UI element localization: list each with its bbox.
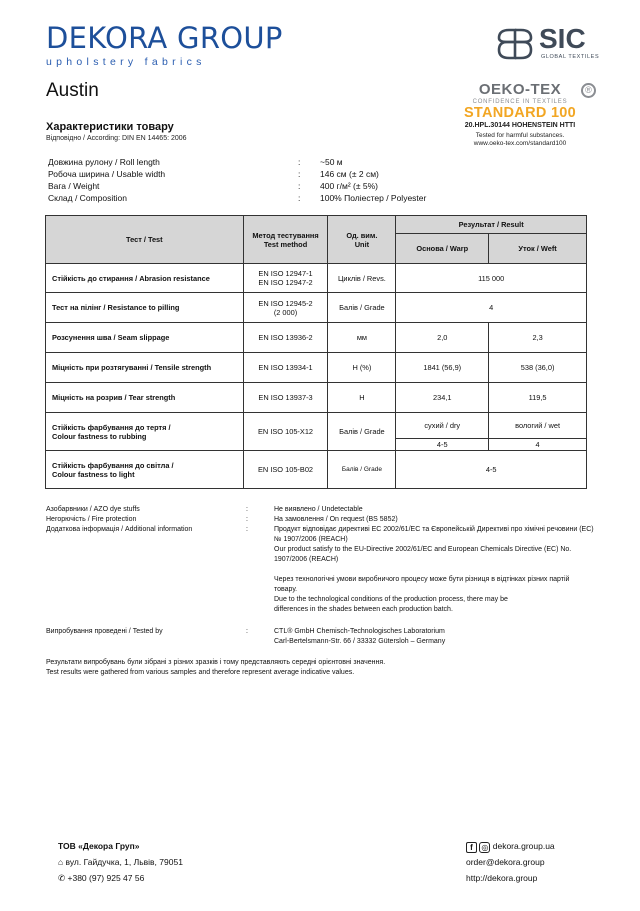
phone: +380 (97) 925 47 56 [67, 873, 145, 883]
disclaimer-ua: Результати випробувань були зібрані з різних зразків і тому представляють середні орієнтовні значення. [46, 659, 386, 666]
info-text-ua: Продукт відповідає директиві ЕС 2002/61/ЕС та Європейській Директиві про хімічні речовини (ЕС) № 1907/2006 (REACH) [274, 526, 594, 543]
brand-name: DEKORA GROUP [46, 21, 283, 55]
test-method: EN ISO 12945-2 (2 000) [243, 293, 328, 323]
info-text-shade-en: Due to the technological conditions of the production process, there may be differences in the shades between each production batch. [274, 596, 508, 613]
brand-logo [46, 22, 286, 68]
tested-address: Carl-Bertelsmann-Str. 66 / 33332 Gütersloh – Germany [274, 638, 446, 645]
home-icon: ⌂ [58, 857, 64, 867]
table-row [46, 353, 587, 383]
footer-contacts [58, 838, 183, 886]
property-colon: : [298, 193, 301, 203]
table-row [46, 451, 587, 489]
address: вул. Гайдучка, 1, Львів, 79051 [65, 857, 183, 867]
note-row [46, 627, 596, 647]
facebook-icon[interactable]: f [466, 842, 477, 853]
info-text-en: Our product satisfy to the EU-Directive 2002/61/EC and European Chemicals Directive (EC) No. 1907/2006 (REACH) [274, 546, 572, 563]
property-colon: : [298, 169, 301, 179]
oeko-tex-tested: Tested for harmful substances. [475, 132, 565, 139]
additional-notes [46, 505, 596, 647]
test-name: Міцність на розрив / Tear strength [46, 383, 244, 413]
test-result-weft: 4 [489, 439, 587, 451]
sic-name: SIC [539, 23, 586, 54]
property-row [48, 180, 488, 192]
test-result-warp: 4-5 [396, 439, 489, 451]
test-method: EN ISO 105-X12 [243, 413, 328, 451]
test-result-weft: 2,3 [489, 323, 587, 353]
footer-links [466, 838, 555, 886]
note-label: Азобарвники / AZO dye stuffs [46, 506, 140, 513]
test-result-warp: 234,1 [396, 383, 489, 413]
instagram-icon[interactable]: ◎ [479, 842, 490, 853]
property-value: 400 г/м² (± 5%) [320, 181, 379, 191]
oeko-tex-label [440, 82, 600, 154]
header-unit: Од. вим. Unit [328, 216, 396, 264]
note-value: Не виявлено / Undetectable [274, 506, 363, 513]
email-link[interactable]: order@dekora.group [466, 857, 545, 867]
test-method: EN ISO 13934-1 [243, 353, 328, 383]
property-label: Довжина рулону / Roll length [48, 157, 160, 167]
test-method: EN ISO 13937-3 [243, 383, 328, 413]
oeko-tex-confidence: CONFIDENCE IN TEXTILES [472, 99, 568, 105]
note-value: На замовлення / On request (BS 5852) [274, 516, 398, 523]
note-label: Випробування проведені / Tested by [46, 628, 163, 635]
test-unit: мм [328, 323, 396, 353]
test-result-warp: 2,0 [396, 323, 489, 353]
address-line [58, 854, 183, 870]
note-row [46, 505, 596, 515]
test-unit: Н (%) [328, 353, 396, 383]
test-name: Стійкість фарбування до світла / Colour fastness to light [46, 451, 244, 489]
note-label: Негорючість / Fire protection [46, 516, 137, 523]
test-result-weft: 538 (36,0) [489, 353, 587, 383]
social-line [466, 838, 555, 854]
test-name: Стійкість фарбування до тертя / Colour fastness to rubbing [46, 413, 244, 451]
oeko-tex-code: 20.HPL.30144 HOHENSTEIN HTTI [464, 122, 576, 129]
test-unit: Циклів / Revs. [328, 264, 396, 293]
table-row [46, 323, 587, 353]
social-handle[interactable]: dekora.group.ua [492, 841, 555, 851]
brand-tagline: upholstery fabrics [46, 56, 206, 68]
result-wet-label: вологий / wet [489, 413, 587, 439]
property-colon: : [298, 181, 301, 191]
note-row [46, 515, 596, 525]
header-result: Результат / Result [396, 216, 587, 234]
table-row [46, 413, 587, 439]
test-unit: Балів / Grade [328, 451, 396, 489]
info-text-shade-ua: Через технологічні умови виробничого процесу може бути різниця в відтінках різних партій товару. [274, 576, 570, 593]
disclaimer [46, 658, 385, 678]
property-row [48, 192, 488, 204]
test-result-weft: 119,5 [489, 383, 587, 413]
test-result: 115 000 [396, 264, 587, 293]
sic-emblem-icon [493, 22, 537, 66]
product-properties [48, 156, 488, 204]
test-name: Міцність при розтягуванні / Tensile strength [46, 353, 244, 383]
header-method: Метод тестування Test method [243, 216, 328, 264]
sic-subtitle: GLOBAL TEXTILES [541, 54, 600, 60]
test-method: EN ISO 13936-2 [243, 323, 328, 353]
oeko-tex-url: www.oeko-tex.com/standard100 [473, 140, 567, 147]
test-name: Розсунення шва / Seam slippage [46, 323, 244, 353]
test-result: 4-5 [396, 451, 587, 489]
test-name: Тест на пілінг / Resistance to pilling [46, 293, 244, 323]
note-colon: : [246, 526, 248, 533]
test-unit: Балів / Grade [328, 293, 396, 323]
property-row [48, 156, 488, 168]
spec-heading: Характеристики товару [46, 121, 174, 133]
test-result: 4 [396, 293, 587, 323]
disclaimer-en: Test results were gathered from various samples and therefore represent average indicative values. [46, 669, 355, 676]
oeko-tex-title: OEKO-TEX [478, 81, 562, 98]
tested-lab: CTL® GmbH Chemisch-Technologisches Laboratorium [274, 628, 445, 635]
test-name: Стійкість до стирання / Abrasion resistance [46, 264, 244, 293]
sic-logo [493, 22, 603, 68]
note-row [46, 525, 596, 615]
note-value [274, 627, 596, 647]
website-link[interactable]: http://dekora.group [466, 873, 538, 883]
note-colon: : [246, 506, 248, 513]
property-value: 100% Поліестер / Polyester [320, 193, 427, 203]
test-method: EN ISO 105-B02 [243, 451, 328, 489]
header-weft: Уток / Weft [489, 234, 587, 264]
phone-icon: ✆ [58, 873, 66, 883]
property-label: Склад / Composition [48, 193, 127, 203]
table-row [46, 264, 587, 293]
oeko-tex-standard: STANDARD 100 [463, 105, 577, 121]
note-colon: : [246, 516, 248, 523]
note-label: Додаткова інформація / Additional information [46, 526, 193, 533]
property-row [48, 168, 488, 180]
test-result-warp: 1841 (56,9) [396, 353, 489, 383]
property-label: Вага / Weight [48, 181, 100, 191]
table-row [46, 293, 587, 323]
company-name: ТОВ «Декора Груп» [58, 841, 140, 851]
registered-icon: ® [581, 83, 596, 98]
header-test: Тест / Test [46, 216, 244, 264]
property-colon: : [298, 157, 301, 167]
test-unit: Н [328, 383, 396, 413]
test-unit: Балів / Grade [328, 413, 396, 451]
table-row [46, 383, 587, 413]
header-warp: Основа / Warp [396, 234, 489, 264]
results-table [45, 215, 587, 489]
phone-line [58, 870, 183, 886]
product-title: Austin [46, 80, 99, 101]
spec-standard: Відповідно / According: DIN EN 14465: 2006 [46, 135, 187, 142]
test-method: EN ISO 12947-1 EN ISO 12947-2 [243, 264, 328, 293]
result-dry-label: сухий / dry [396, 413, 489, 439]
note-colon: : [246, 628, 248, 635]
note-value [274, 525, 596, 615]
property-label: Робоча ширина / Usable width [48, 169, 166, 179]
property-value: ~50 м [320, 157, 343, 167]
property-value: 146 см (± 2 см) [320, 169, 379, 179]
